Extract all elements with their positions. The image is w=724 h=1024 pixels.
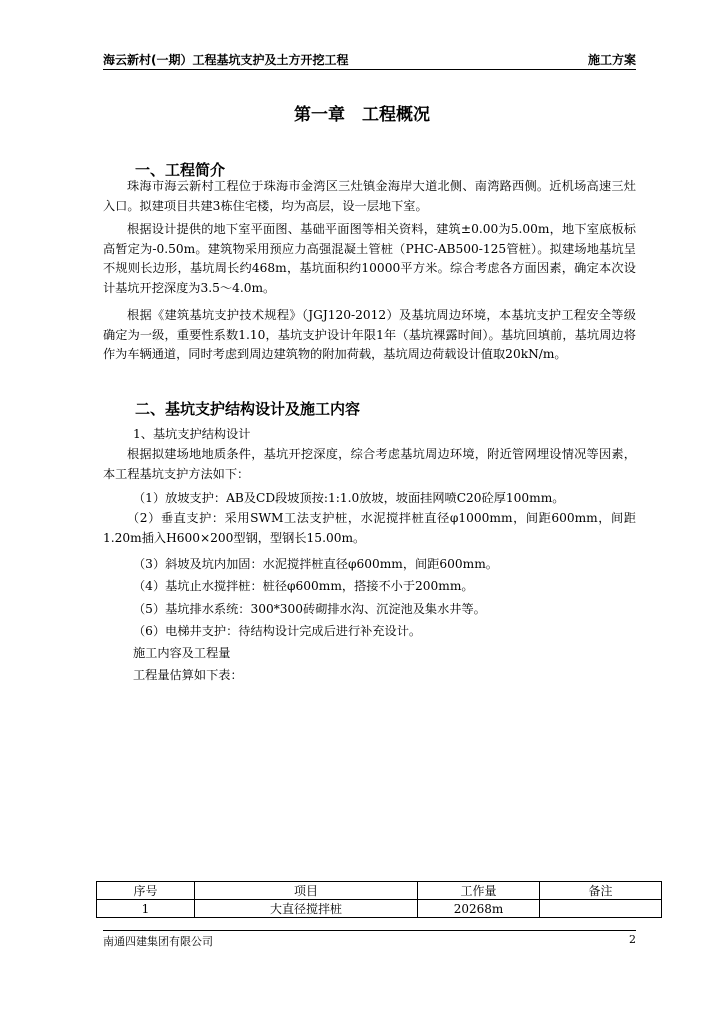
support-item-5: （5）基坑排水系统：300*300砖砌排水沟、沉淀池及集水井等。 <box>133 602 486 616</box>
column-header-no: 序号 <box>97 882 195 900</box>
header-doc-type: 施工方案 <box>587 53 636 67</box>
header-divider <box>103 69 636 70</box>
support-item-2: （2）垂直支护：采用SWM工法支护桩，水泥搅拌桩直径φ1000mm，间距600mm，间距1.20m插入H600×200型钢，型钢长15.00m。 <box>103 511 636 545</box>
support-item-3: （3）斜坡及坑内加固：水泥搅拌桩直径φ600mm，间距600mm。 <box>133 557 498 571</box>
section2-heading: 二、基坑支护结构设计及施工内容 <box>135 400 361 418</box>
section1-paragraph-1: 珠海市海云新村工程位于珠海市金湾区三灶镇金海岸大道北侧、南湾路西侧。近机场高速三灶入口。拟建项目共建3栋住宅楼，均为高层，设一层地下室。 <box>103 179 636 213</box>
subsection-work-content: 施工内容及工程量 <box>133 646 231 660</box>
cell-quantity: 20268m <box>418 900 540 918</box>
support-item-4: （4）基坑止水搅拌桩：桩径φ600mm，搭接不小于200mm。 <box>133 579 474 593</box>
subsection-quantity-estimate: 工程量估算如下表： <box>133 668 243 682</box>
header-title: 海云新村(一期）工程基坑支护及土方开挖工程 <box>103 53 349 67</box>
quantity-table <box>96 881 662 918</box>
cell-remark <box>540 900 662 918</box>
section1-paragraph-2: 根据设计提供的地下室平面图、基础平面图等相关资料，建筑±0.00为5.00m，地下室底板标高暂定为-0.50m。建筑物采用预应力高强混凝土管桩（PHC-AB500-125管桩）。拟建场地基坑呈不规则长边形，基坑周长约468m，基坑面积约10000平方米。综合考虑各方面因素，确定本次设计基坑开挖深度为3.5～4.0m。 <box>103 222 636 296</box>
page-number: 2 <box>629 933 636 946</box>
cell-item: 大直径搅拌桩 <box>195 900 418 918</box>
footer-divider <box>103 930 636 931</box>
column-header-quantity: 工作量 <box>418 882 540 900</box>
support-item-6: （6）电梯井支护：待结构设计完成后进行补充设计。 <box>133 624 422 638</box>
section2-intro: 根据拟建场地地质条件，基坑开挖深度，综合考虑基坑周边环境，附近管网埋设情况等因素，本工程基坑支护方法如下： <box>103 447 636 481</box>
footer-company: 南通四建集团有限公司 <box>103 935 213 948</box>
chapter-title: 第一章 工程概况 <box>294 105 430 125</box>
subsection-structure-design: 1、基坑支护结构设计 <box>133 427 251 441</box>
column-header-remark: 备注 <box>540 882 662 900</box>
section1-paragraph-3: 根据《建筑基坑支护技术规程》（JGJ120-2012）及基坑周边环境，本基坑支护工程安全等级确定为一级，重要性系数1.10，基坑支护设计年限1年（基坑裸露时间）。基坑回填前，基坑周边将作为车辆通道，同时考虑到周边建筑物的附加荷载，基坑周边荷载设计值取20kN/m。 <box>103 308 636 362</box>
page-header <box>103 48 636 70</box>
cell-no: 1 <box>97 900 195 918</box>
page-footer <box>103 933 636 949</box>
column-header-item: 项目 <box>195 882 418 900</box>
table-row <box>97 900 662 918</box>
support-item-1: （1）放坡支护：AB及CD段坡顶按:1:1.0放坡，坡面挂网喷C20砼厚100mm。 <box>133 491 565 505</box>
table-header-row <box>97 882 662 900</box>
section1-heading: 一、工程简介 <box>135 161 226 179</box>
